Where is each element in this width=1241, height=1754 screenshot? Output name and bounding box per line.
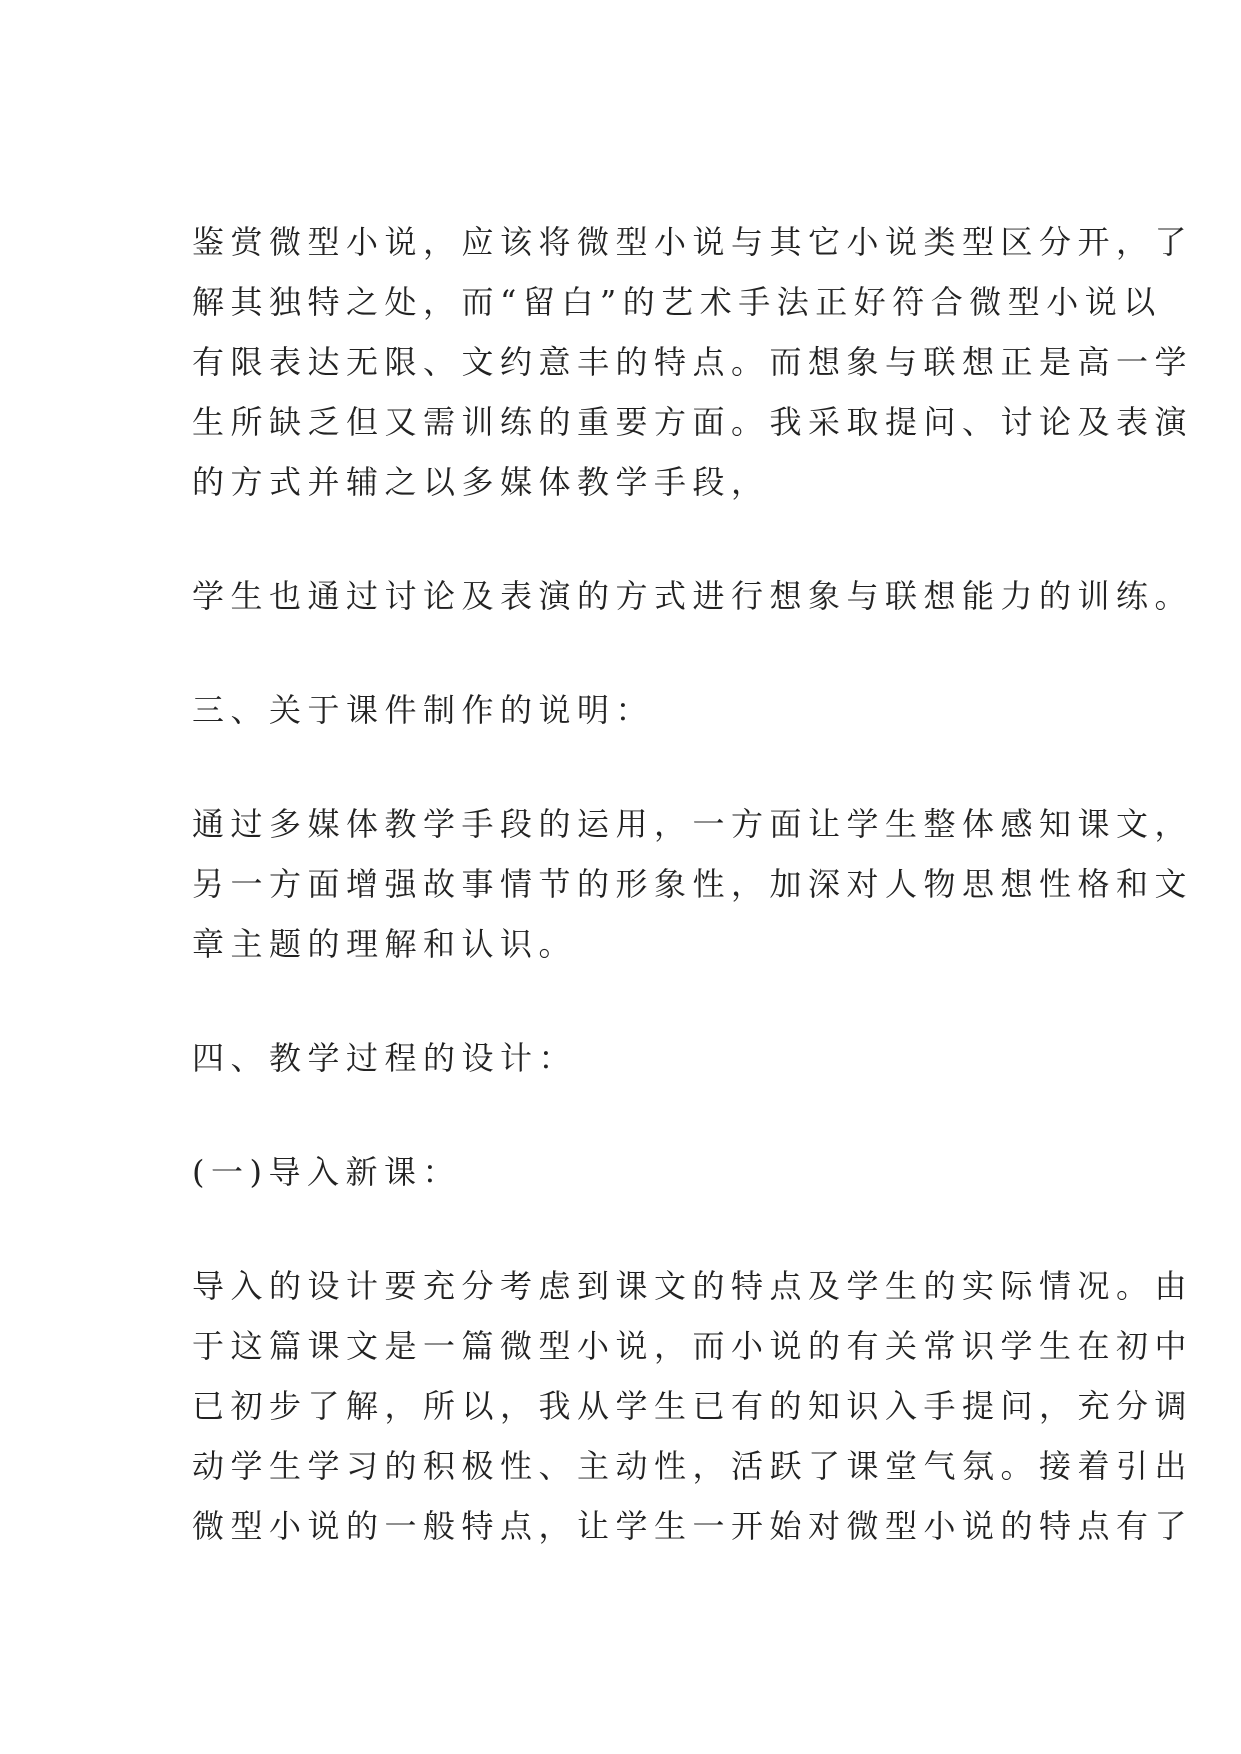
text-line: 导入的设计要充分考虑到课文的特点及学生的实际情况。由 <box>192 1267 1194 1305</box>
text-line: 章主题的理解和认识。 <box>192 925 578 963</box>
text-line: 解其独特之处，而“留白”的艺术手法正好符合微型小说以 <box>192 283 1162 321</box>
section-heading-courseware <box>192 680 1072 740</box>
text-line: 四、教学过程的设计： <box>192 1039 578 1077</box>
section-heading-teaching-process <box>192 1028 1072 1088</box>
text-line: 有限表达无限、文约意丰的特点。而想象与联想正是高一学 <box>192 343 1194 381</box>
document-body <box>192 212 1194 1556</box>
paragraph-micro-novel-appreciation <box>192 212 1194 512</box>
text-line: 的方式并辅之以多媒体教学手段， <box>192 463 770 501</box>
paragraph-student-training <box>192 566 1194 626</box>
text-line: (一)导入新课： <box>192 1153 461 1191</box>
text-line: 于这篇课文是一篇微型小说，而小说的有关常识学生在初中 <box>192 1327 1194 1365</box>
subsection-heading-introduction <box>192 1142 1072 1202</box>
paragraph-multimedia <box>192 794 1194 974</box>
paragraph-introduction-design <box>192 1256 1194 1556</box>
text-line: 通过多媒体教学手段的运用，一方面让学生整体感知课文， <box>192 805 1194 843</box>
text-line: 动学生学习的积极性、主动性，活跃了课堂气氛。接着引出 <box>192 1447 1194 1485</box>
text-line: 鉴赏微型小说，应该将微型小说与其它小说类型区分开，了 <box>192 223 1194 261</box>
text-line: 学生也通过讨论及表演的方式进行想象与联想能力的训练。 <box>192 577 1194 615</box>
text-line: 已初步了解，所以，我从学生已有的知识入手提问，充分调 <box>192 1387 1194 1425</box>
text-line: 微型小说的一般特点，让学生一开始对微型小说的特点有了 <box>192 1507 1194 1545</box>
text-line: 生所缺乏但又需训练的重要方面。我采取提问、讨论及表演 <box>192 403 1194 441</box>
text-line: 三、关于课件制作的说明： <box>192 691 655 729</box>
text-line: 另一方面增强故事情节的形象性，加深对人物思想性格和文 <box>192 865 1194 903</box>
